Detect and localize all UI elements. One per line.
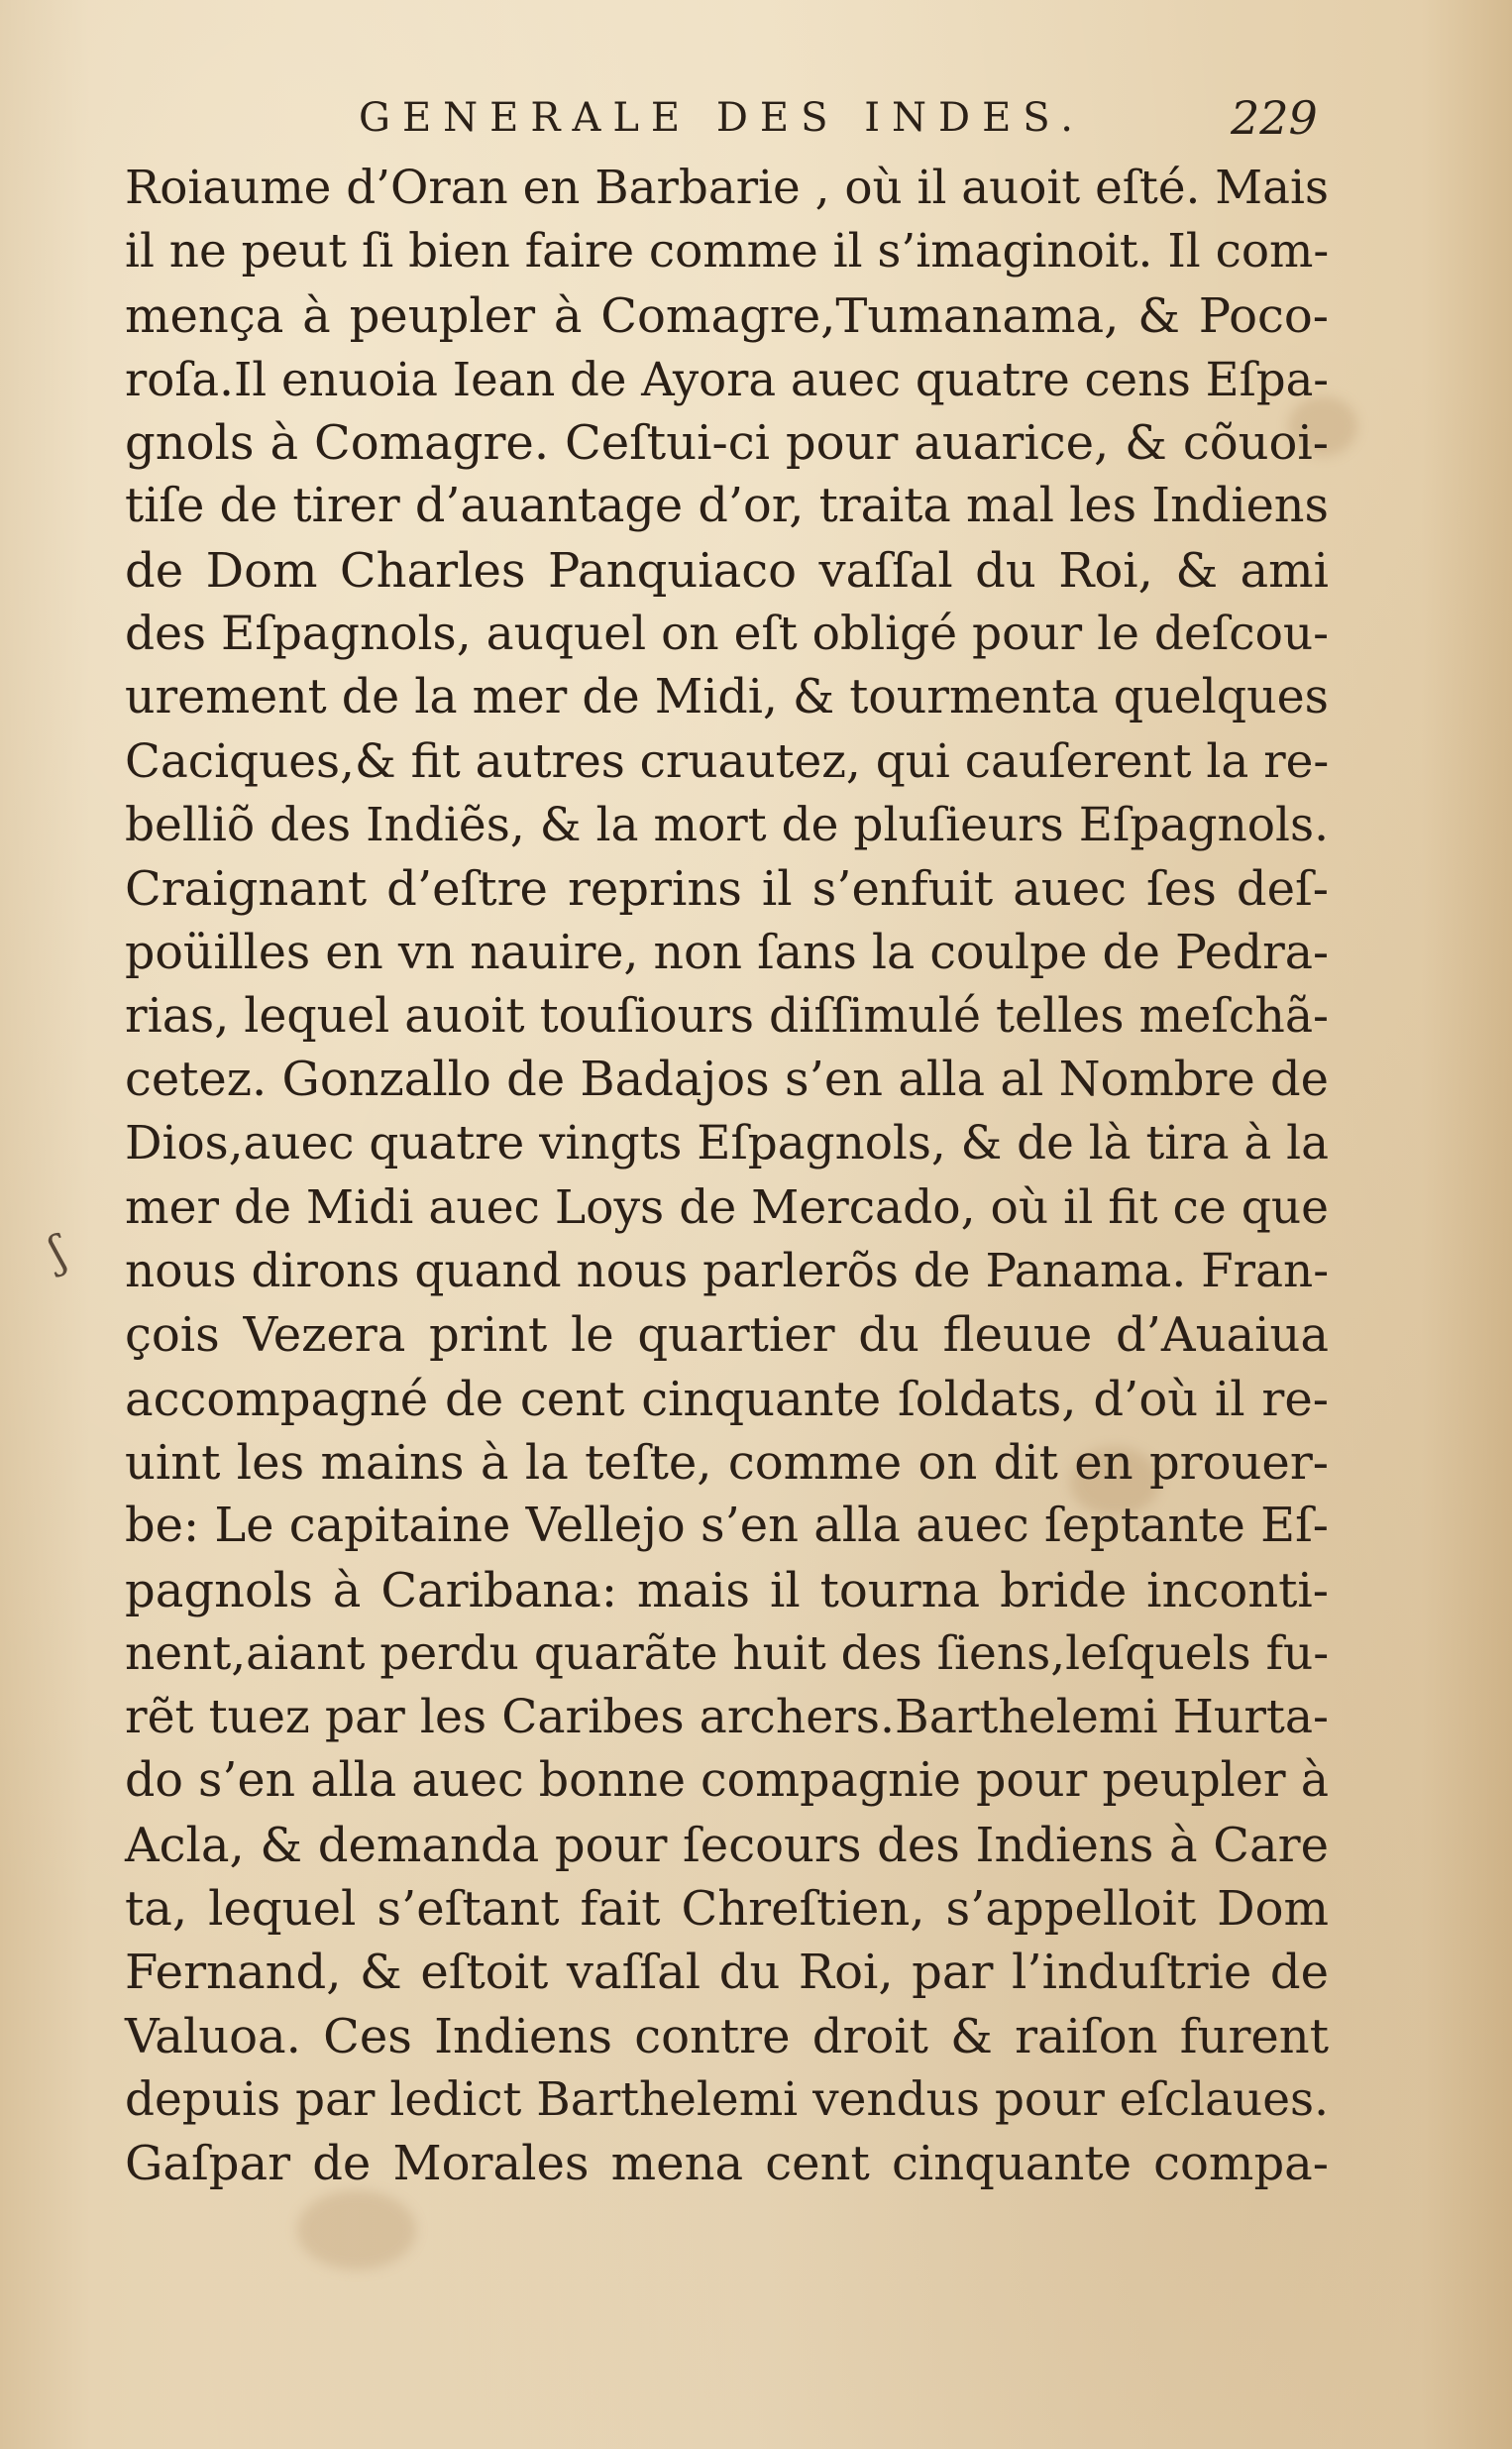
text-line: Acla, & demanda pour ſecours des Indiens à Care bbox=[125, 1817, 1329, 1873]
text-line: pagnols à Caribana: mais il tourna bride inconti- bbox=[125, 1562, 1329, 1618]
page-stain bbox=[297, 2190, 416, 2270]
text-line: mença à peupler à Comagre,Tumanama, & Poco- bbox=[125, 287, 1329, 344]
text-line: nent,aiant perdu quarãte huit des ſiens,leſquels fu- bbox=[125, 1625, 1330, 1681]
text-line: de Dom Charles Panquiaco vaſſal du Roi, & ami bbox=[125, 542, 1329, 599]
text-line: Valuoa. Ces Indiens contre droit & raiſon furent bbox=[125, 2008, 1329, 2064]
text-line: ta, lequel s’eſtant fait Chreſtien, s’appelloit Dom bbox=[125, 1881, 1329, 1938]
text-line: Caciques,& fit autres cruautez, qui cauſerent la re- bbox=[125, 733, 1330, 789]
text-line: nous dirons quand nous parlerõs de Panama. Fran- bbox=[125, 1244, 1330, 1299]
text-line: be: Le capitaine Vellejo s’en alla auec ſeptante Eſ- bbox=[125, 1499, 1329, 1554]
text-line: des Eſpagnols, auquel on eſt obligé pour le deſcou- bbox=[125, 607, 1330, 662]
text-line: depuis par ledict Barthelemi vendus pour eſclaues. bbox=[125, 2071, 1329, 2127]
text-line: Dios,auec quatre vingts Eſpagnols, & de là tira à la bbox=[125, 1117, 1330, 1171]
running-title: GENERALE DES INDES. bbox=[359, 95, 1085, 141]
text-line: mer de Midi auec Loys de Mercado, où il fit ce que bbox=[125, 1179, 1329, 1235]
running-head bbox=[129, 91, 1318, 159]
text-line: Fernand, & eſtoit vaſſal du Roi, par l’induſtrie de bbox=[125, 1945, 1329, 2001]
text-line: belliõ des Indiẽs, & la mort de pluſieurs Eſpagnols. bbox=[125, 797, 1329, 852]
text-block bbox=[125, 157, 1329, 2196]
text-line: Gaſpar de Morales mena cent cinquante compa- bbox=[125, 2136, 1329, 2192]
text-line: uint les mains à la teſte, comme on dit en prouer- bbox=[125, 1434, 1329, 1491]
text-line: gnols à Comagre. Ceſtui-ci pour auarice, & cõuoi- bbox=[125, 415, 1329, 472]
text-line: do s’en alla auec bonne compagnie pour peupler à bbox=[125, 1753, 1329, 1809]
text-line: çois Vezera print le quartier du fleuue d’Auaiua bbox=[125, 1307, 1329, 1364]
text-line: poüilles en vn nauire, non ſans la coulpe de Pedra- bbox=[125, 925, 1329, 980]
text-line: Roiaume d’Oran en Barbarie , où il auoit eſté. Mais bbox=[125, 162, 1329, 215]
text-line: rẽt tuez par les Caribes archers.Barthelemi Hurta- bbox=[125, 1690, 1329, 1745]
text-line: roſa.Il enuoia Iean de Ayora auec quatre cens Eſpa- bbox=[125, 352, 1330, 406]
text-line: Craignant d’eſtre reprins il s’enfuit auec ſes deſ- bbox=[125, 861, 1329, 918]
text-line: il ne peut ſi bien faire comme il s’imaginoit. Il com- bbox=[125, 225, 1330, 279]
margin-pen-mark: ʃ bbox=[43, 1226, 72, 1279]
text-line: rias, lequel auoit touſiours diſſimulé telles meſchã- bbox=[125, 988, 1330, 1044]
text-line: cetez. Gonzallo de Badajos s’en alla al Nombre de bbox=[125, 1053, 1329, 1108]
text-line: urement de la mer de Midi, & tourmenta quelques bbox=[125, 670, 1329, 725]
text-line: tiſe de tirer d’auantage d’or, traita mal les Indiens bbox=[125, 479, 1329, 534]
page-number: 229 bbox=[1231, 91, 1318, 145]
text-line: accompagné de cent cinquante ſoldats, d’où il re- bbox=[125, 1371, 1329, 1427]
